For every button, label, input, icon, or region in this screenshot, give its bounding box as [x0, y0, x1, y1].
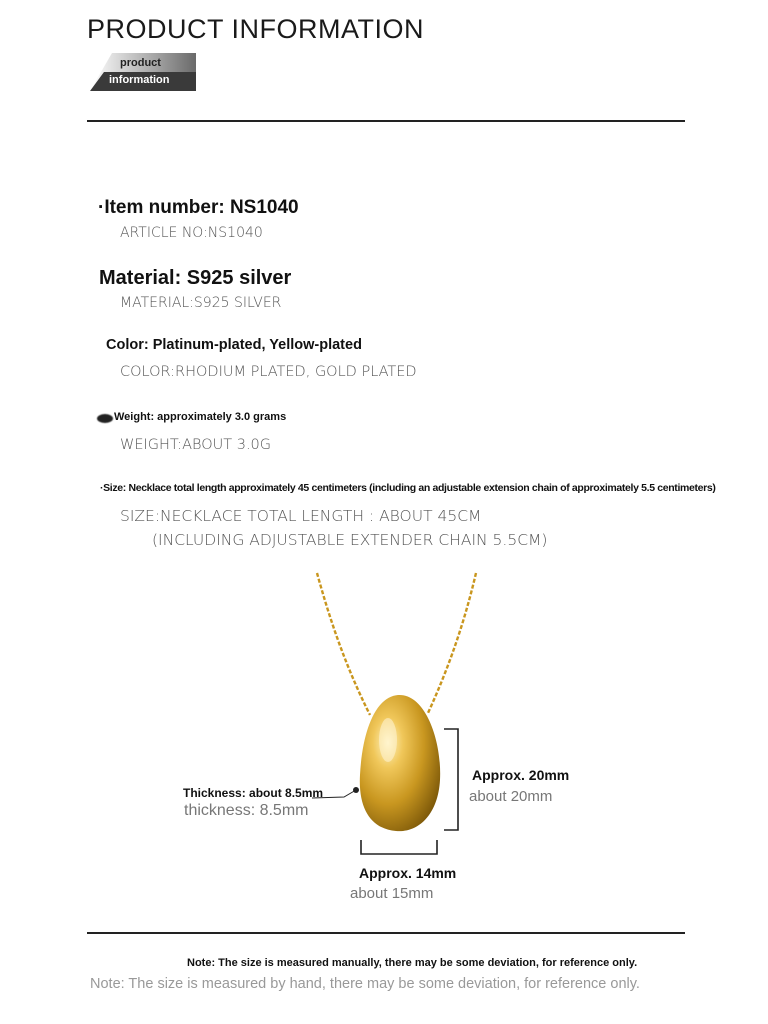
section-badge	[90, 53, 196, 91]
article-no: ARTICLE NO:NS1040	[120, 225, 263, 241]
width-label-en: about 15mm	[350, 885, 434, 902]
color-en: COLOR:RHODIUM PLATED, GOLD PLATED	[120, 364, 417, 380]
material-en: MATERIAL:S925 SILVER	[120, 295, 282, 311]
size: ·Size: Necklace total length approximately 45 centimeters (including an adjustable extension chain of approximately 5.5 centimeters)	[100, 482, 716, 494]
footer-note: Note: The size is measured manually, there may be some deviation, for reference only.	[187, 957, 638, 969]
thickness-label: Thickness: about 8.5mm	[183, 786, 324, 800]
badge-line1: product	[120, 57, 161, 69]
page-title: PRODUCT INFORMATION	[87, 14, 424, 44]
height-label: Approx. 20mm	[472, 767, 570, 783]
weight-en: WEIGHT:ABOUT 3.0G	[120, 437, 272, 453]
width-label: Approx. 14mm	[359, 865, 457, 881]
size-en-line1: SIZE:NECKLACE TOTAL LENGTH : ABOUT 45CM	[120, 507, 482, 525]
badge-line2: information	[109, 74, 170, 86]
material: Material: S925 silver	[99, 267, 292, 289]
header-divider	[87, 120, 685, 122]
height-label-en: about 20mm	[469, 788, 553, 805]
footer-divider	[87, 932, 685, 934]
bullet-dot	[97, 414, 113, 423]
size-en-line2: (INCLUDING ADJUSTABLE EXTENDER CHAIN 5.5CM)	[152, 531, 548, 549]
item-number: ·Item number: NS1040	[98, 197, 299, 218]
weight: Weight: approximately 3.0 grams	[114, 411, 287, 423]
dimension-lines	[300, 720, 470, 860]
color: Color: Platinum-plated, Yellow-plated	[106, 337, 362, 353]
footer-note-en: Note: The size is measured by hand, there may be some deviation, for reference only.	[90, 976, 640, 992]
thickness-label-en: thickness: 8.5mm	[184, 802, 309, 819]
